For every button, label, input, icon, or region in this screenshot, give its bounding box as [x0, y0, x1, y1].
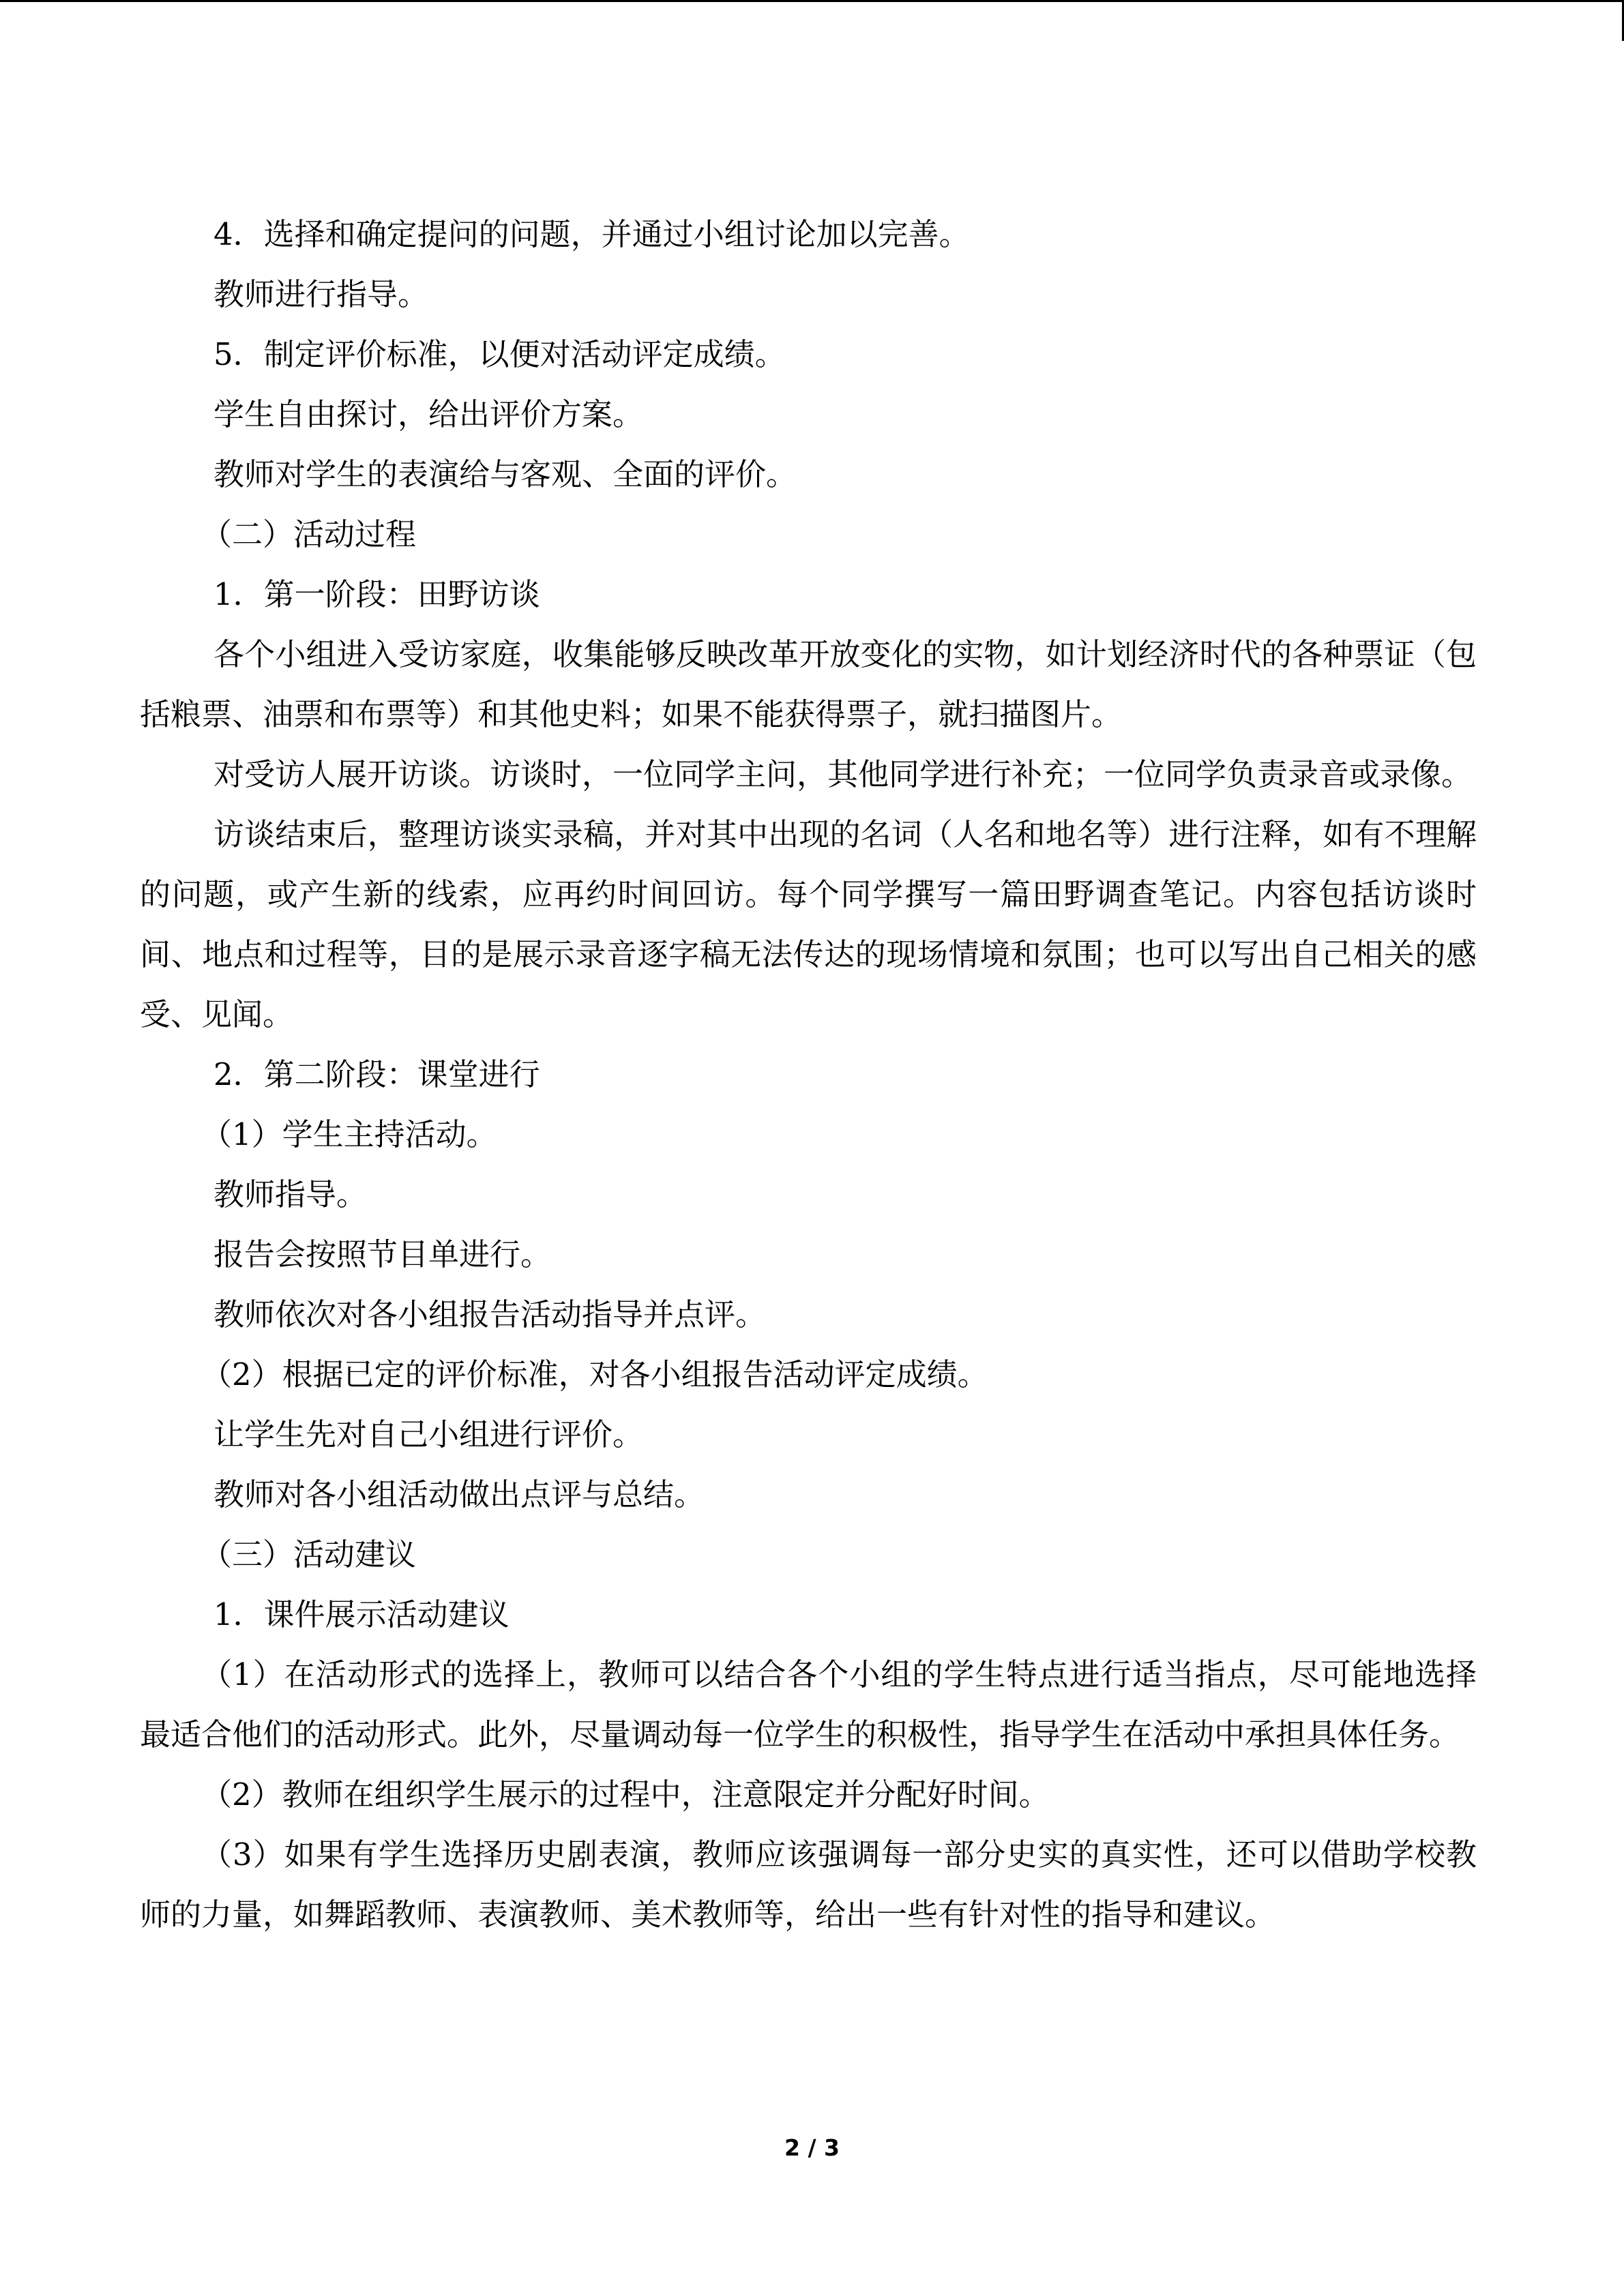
paragraph-program-list: 报告会按照节目单进行。 [213, 1236, 552, 1272]
paragraph-collect-items: 各个小组进入受访家庭，收集能够反映改革开放变化的实物，如计划经济时代的各种票证（包括粮票、油票和布票等）和其他史料；如果不能获得票子，就扫描图片。 [140, 636, 1477, 732]
paragraph-suggestion-3: （3）如果有学生选择历史剧表演，教师应该强调每一部分史实的真实性，还可以借助学校教师的力量，如舞蹈教师、表演教师、美术教师等，给出一些有针对性的指导和建议。 [140, 1836, 1477, 1933]
paragraph-teacher-evaluation: 教师对学生的表演给与客观、全面的评价。 [213, 456, 797, 492]
paragraph-step-4: 4．选择和确定提问的问题，并通过小组讨论加以完善。 [213, 216, 970, 252]
paragraph-after-interview: 访谈结束后，整理访谈实录稿，并对其中出现的名词（人名和地名等）进行注释，如有不理解的问题，或产生新的线索，应再约时间回访。每个同学撰写一篇田野调查笔记。内容包括访谈时间、地点和过程等，目的是展示录音逐字稿无法传达的现场情境和氛围；也可以写出自己相关的感受、见闻。 [140, 816, 1477, 1032]
paragraph-student-discussion: 学生自由探讨，给出评价方案。 [213, 396, 644, 432]
document-body [140, 205, 1477, 1945]
paragraph-teacher-guidance: 教师进行指导。 [213, 276, 429, 312]
paragraph-teacher-review: 教师依次对各小组报告活动指导并点评。 [213, 1296, 767, 1332]
section-heading-activity-process: （二）活动过程 [201, 516, 417, 552]
paragraph-self-evaluation: 让学生先对自己小组进行评价。 [213, 1416, 644, 1452]
subheading-courseware-suggestions: 1．课件展示活动建议 [213, 1596, 510, 1632]
paragraph-interview: 对受访人展开访谈。访谈时，一位同学主问，其他同学进行补充；一位同学负责录音或录像。 [213, 756, 1473, 792]
subheading-stage-1: 1．第一阶段：田野访谈 [213, 576, 540, 612]
paragraph-step-5: 5．制定评价标准，以便对活动评定成绩。 [213, 336, 786, 372]
page-number: 2 / 3 [784, 2134, 840, 2161]
paragraph-student-host: （1）学生主持活动。 [201, 1116, 497, 1152]
section-heading-activity-suggestions: （三）活动建议 [201, 1536, 417, 1572]
subheading-stage-2: 2．第二阶段：课堂进行 [213, 1056, 540, 1092]
paragraph-grading: （2）根据已定的评价标准，对各小组报告活动评定成绩。 [201, 1356, 988, 1392]
paragraph-teacher-guide: 教师指导。 [213, 1176, 368, 1212]
paragraph-suggestion-1: （1）在活动形式的选择上，教师可以结合各个小组的学生特点进行适当指点，尽可能地选择最适合他们的活动形式。此外，尽量调动每一位学生的积极性，指导学生在活动中承担具体任务。 [140, 1656, 1477, 1753]
paragraph-suggestion-2: （2）教师在组织学生展示的过程中，注意限定并分配好时间。 [201, 1776, 1050, 1813]
paragraph-teacher-summary: 教师对各小组活动做出点评与总结。 [213, 1476, 705, 1512]
top-border-line [0, 0, 1624, 2]
